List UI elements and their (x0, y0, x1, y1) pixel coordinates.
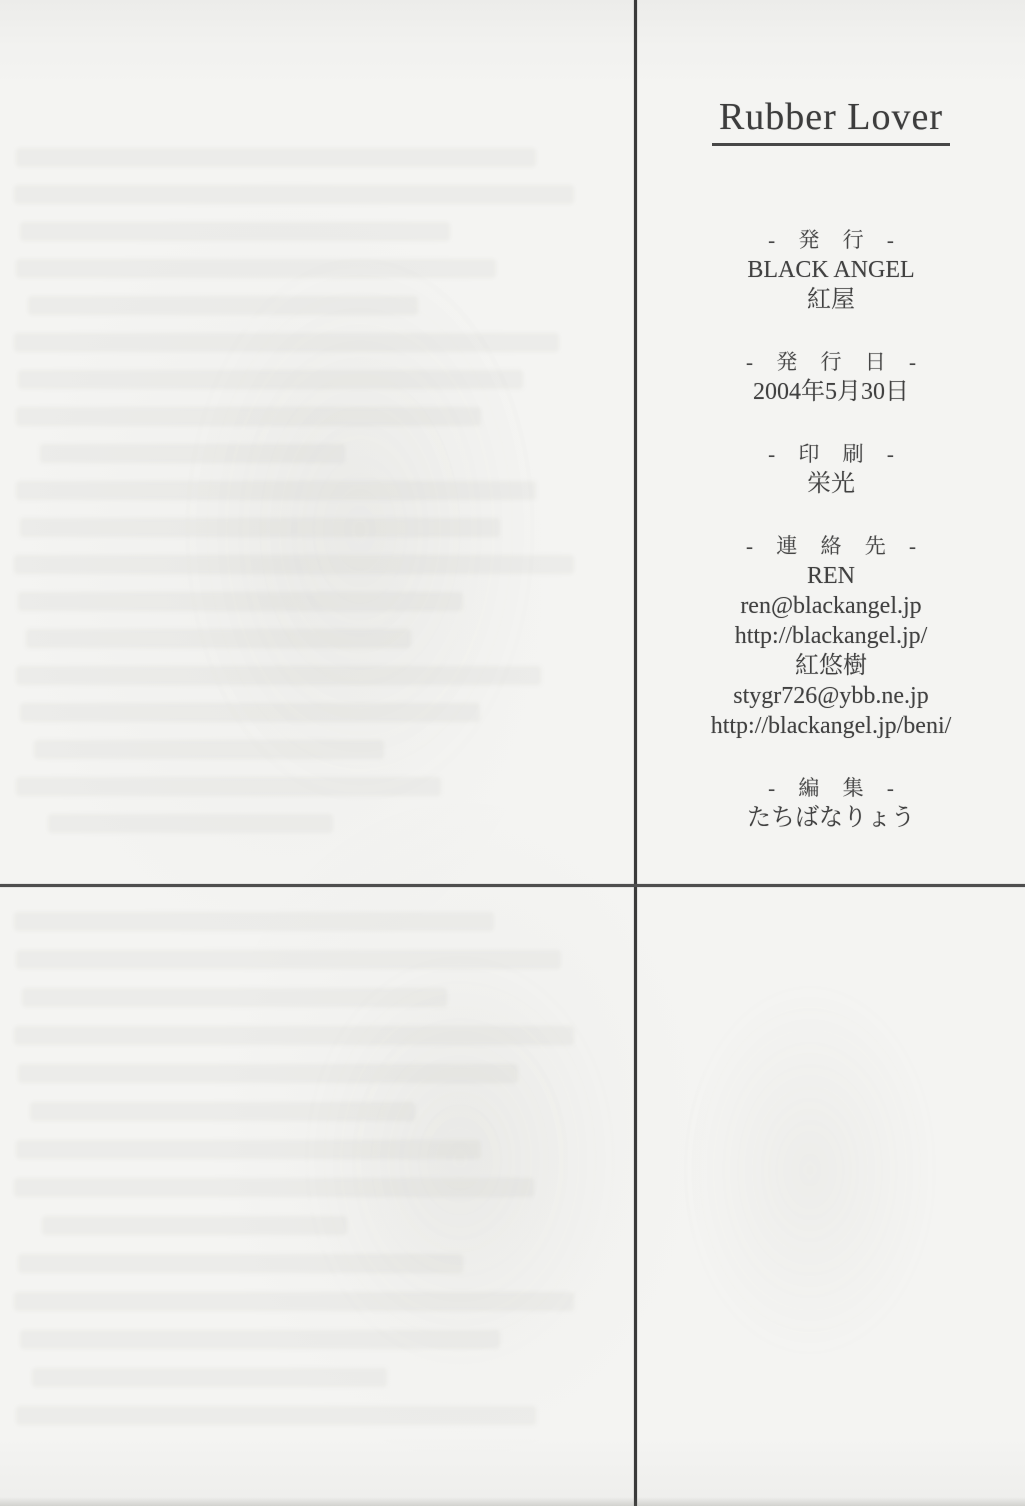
colophon-section (637, 773, 1025, 833)
ghost-text-line (14, 185, 574, 204)
section-line: 2004年5月30日 (753, 379, 909, 405)
ghost-sketch-blob (180, 250, 540, 810)
section-header: - 発 行 日 - (746, 350, 925, 374)
ghost-sketch-blob (300, 950, 620, 1370)
section-line: http://blackangel.jp/ (734, 623, 928, 649)
section-header: - 印 刷 - (768, 442, 903, 466)
ghost-text-line (20, 222, 450, 241)
section-line: 紅屋 (807, 287, 855, 313)
colophon-sections (637, 225, 1025, 865)
section-header: - 連 絡 先 - (746, 534, 925, 558)
ghost-sketch-blob (680, 980, 940, 1360)
section-line: stygr726@ybb.ne.jp (733, 683, 929, 709)
colophon-section (637, 439, 1025, 499)
section-line: 紅悠樹 (795, 653, 867, 679)
colophon-section (637, 531, 1025, 741)
ghost-text-line (42, 1216, 347, 1235)
page-title: Rubber Lover (712, 96, 950, 146)
colophon-section (637, 347, 1025, 407)
colophon-section (637, 225, 1025, 315)
section-line: REN (807, 563, 855, 589)
ghost-text-line (32, 1368, 387, 1387)
section-header: - 編 集 - (768, 776, 903, 800)
section-line: 栄光 (807, 471, 855, 497)
section-line: たちばなりょう (747, 805, 915, 831)
horizontal-rule-line (0, 884, 1025, 887)
section-line: http://blackangel.jp/beni/ (710, 713, 952, 739)
title-block (637, 96, 1025, 146)
section-line: ren@blackangel.jp (740, 593, 922, 619)
ghost-text-line (48, 814, 333, 833)
section-header: - 発 行 - (768, 228, 903, 252)
ghost-text-line (16, 1406, 536, 1425)
section-line: BLACK ANGEL (747, 257, 915, 283)
ghost-text-line (16, 148, 536, 167)
ghost-text-line (14, 912, 494, 931)
